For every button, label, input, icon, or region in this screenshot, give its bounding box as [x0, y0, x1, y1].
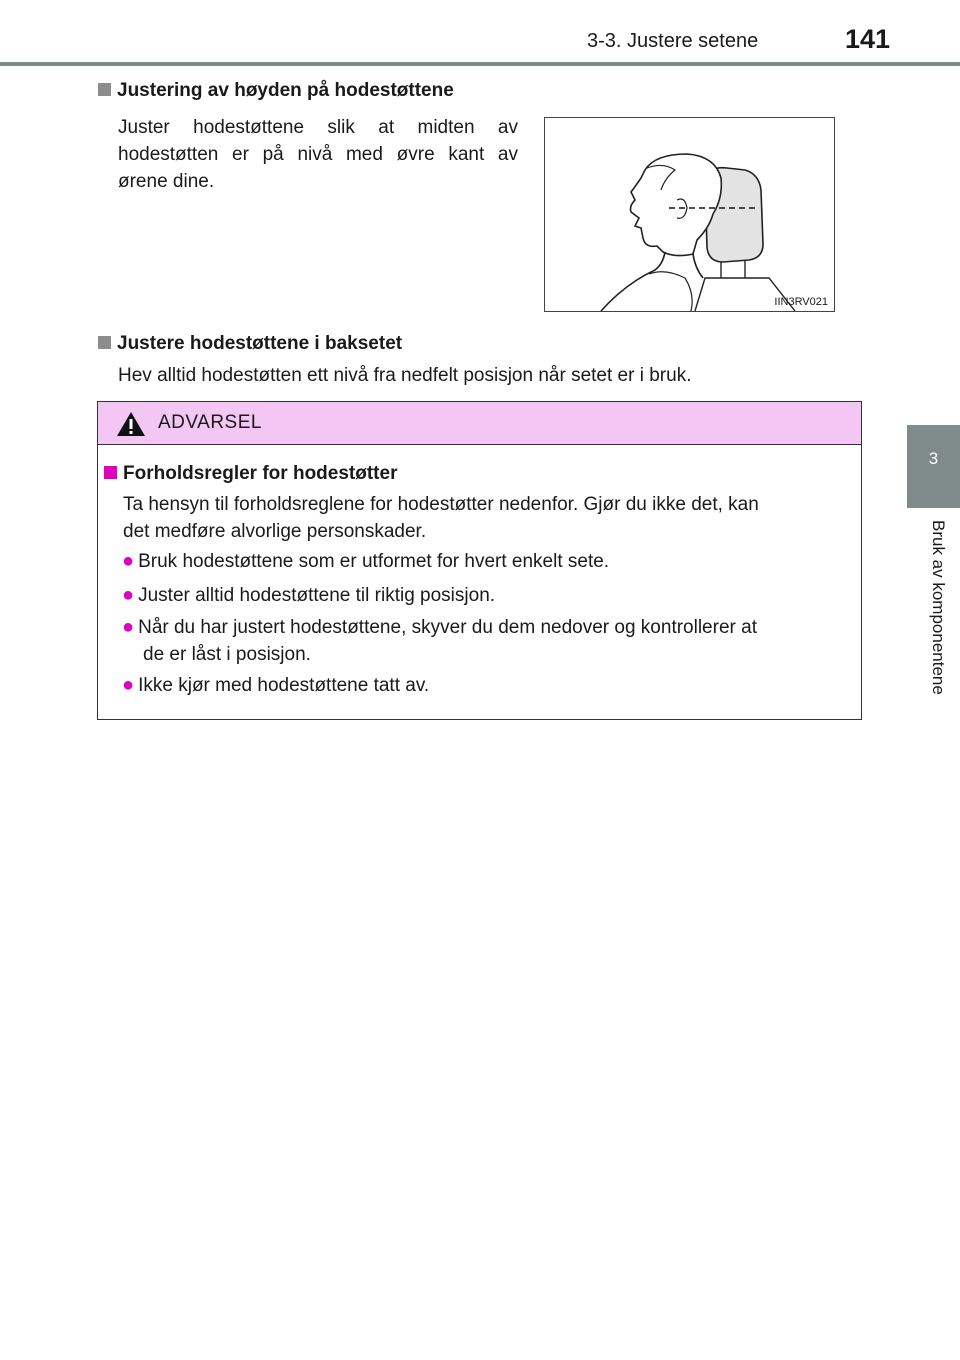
- headrest-figure: [544, 117, 835, 312]
- heading-text: Justering av høyden på hodestøttene: [117, 80, 454, 101]
- warning-heading: [104, 463, 397, 485]
- text-line: Ta hensyn til forholdsreglene for hodestøtter nedenfor. Gjør du ikke det, kan: [123, 494, 759, 515]
- round-bullet-icon: ●: [122, 550, 135, 572]
- round-bullet-icon: ●: [122, 674, 135, 696]
- heading-height-adjust: [98, 80, 454, 102]
- headrest-height-illustration: [545, 118, 834, 311]
- round-bullet-icon: ●: [122, 584, 135, 606]
- warning-box: [97, 401, 862, 720]
- bullet-text: Når du har justert hodestøttene, skyver du dem nedover og kontrollerer at: [138, 617, 757, 638]
- warning-bullet: [122, 672, 429, 699]
- bullet-text: Ikke kjør med hodestøttene tatt av.: [138, 675, 430, 696]
- warning-intro: [123, 491, 858, 545]
- round-bullet-icon: ●: [122, 616, 135, 638]
- bullet-text: Bruk hodestøttene som er utformet for hvert enkelt sete.: [138, 551, 610, 572]
- warning-title: ADVARSEL: [158, 412, 262, 433]
- chapter-label: Bruk av komponentene: [929, 520, 948, 695]
- text-line: det medføre alvorlige personskader.: [123, 521, 427, 542]
- warning-heading-text: Forholdsregler for hodestøtter: [123, 463, 398, 484]
- paragraph-height-adjust: [118, 114, 518, 195]
- bullet-text-continued: de er låst i posisjon.: [143, 644, 311, 665]
- figure-code: IIN3RV021: [774, 296, 828, 308]
- section-title: 3-3. Justere setene: [587, 30, 759, 52]
- warning-bullet: [122, 582, 495, 609]
- warning-bullet: [122, 548, 609, 575]
- square-bullet-icon: [104, 466, 117, 479]
- heading-rear-headrest: [98, 333, 402, 355]
- page-number: 141: [845, 24, 891, 54]
- text-line: hodestøtten er på nivå med øvre kant av: [118, 144, 518, 165]
- text-line: ørene dine.: [118, 171, 215, 192]
- text-line: Juster hodestøttene slik at midten av: [118, 117, 518, 138]
- header-rule: [0, 62, 960, 66]
- heading-text: Justere hodestøttene i baksetet: [117, 333, 403, 354]
- chapter-tab: [907, 425, 960, 508]
- warning-bullet: [122, 614, 862, 668]
- square-bullet-icon: [98, 336, 111, 349]
- paragraph-rear-headrest: Hev alltid hodestøtten ett nivå fra nedfelt posisjon når setet er i bruk.: [118, 365, 692, 386]
- warning-header: [98, 402, 861, 445]
- chapter-number: 3: [928, 449, 939, 468]
- square-bullet-icon: [98, 83, 111, 96]
- warning-triangle-icon: [116, 410, 146, 438]
- bullet-text: Juster alltid hodestøttene til riktig posisjon.: [138, 585, 496, 606]
